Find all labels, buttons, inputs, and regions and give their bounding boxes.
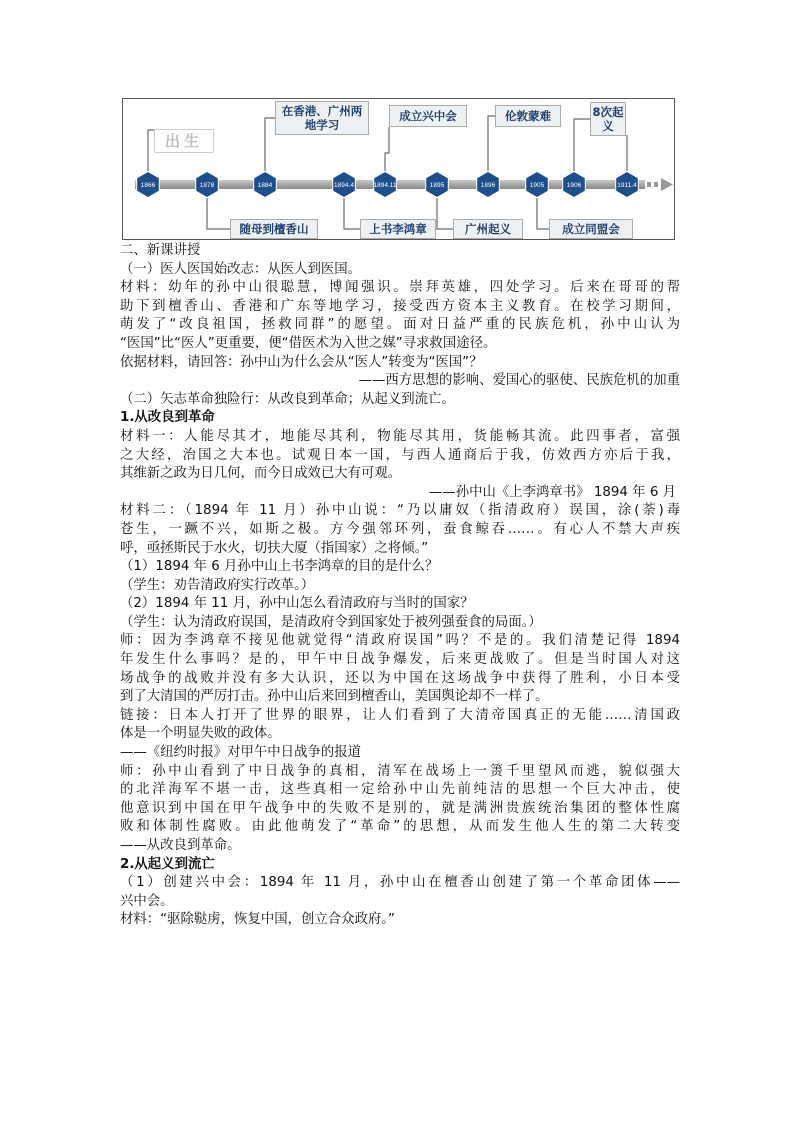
text-line: 师：孙中山看到了中日战争的真相，清军在战场上一箦千里望风而逃，貌似强大 bbox=[120, 763, 680, 779]
text-line: 兴中会。 bbox=[120, 893, 174, 909]
text-line: （学生：劝告清政府实行改革。） bbox=[120, 577, 315, 593]
timeline-year: 1895 bbox=[429, 182, 445, 189]
text-line: 材料：幼年的孙中山很聪慧，博闻强识。崇拜英雄，四处学习。后来在哥哥的帮 bbox=[120, 280, 680, 296]
text-line: 败和体制性腐败。由此他萌发了“革命”的思想，从而发生他人生的第二大转变 bbox=[120, 819, 680, 835]
timeline-year: 1866 bbox=[140, 182, 156, 189]
timeline-dash bbox=[647, 182, 651, 187]
timeline-connector bbox=[385, 127, 389, 171]
text-line: 之大经，治国之大本也。试观日本一国，与西人通商后于我，仿效西方亦后于我， bbox=[120, 447, 680, 463]
text-line: 链接：日本人打开了世界的眼界，让人们看到了大清帝国真正的无能……清国政 bbox=[120, 707, 680, 723]
label-born: 出生 bbox=[154, 129, 214, 153]
timeline-year: 1905 bbox=[529, 182, 545, 189]
label-xingzhonghui: 成立兴中会 bbox=[389, 105, 467, 127]
text-line: 呼，亟拯斯民于水火，切扶大厦（指国家）之将倾。” bbox=[120, 540, 429, 556]
timeline-arrow-icon bbox=[661, 178, 673, 191]
text-line: 其维新之政为日几何，而今日成效已大有可观。 bbox=[120, 466, 402, 482]
text-line: （1）1894 年 6 月孙中山上书李鸿章的目的是什么？ bbox=[120, 559, 439, 575]
text-line: 他意识到中国在甲午战争中的失败不是别的，就是满洲贵族统治集团的整体性腐 bbox=[120, 800, 680, 816]
text-line: 萌发了“改良祖国，拯救同群”的愿望。面对日益严重的民族危机，孙中山认为 bbox=[120, 317, 680, 333]
text-line: 助下到檀香山、香港和广东等地学习，接受西方资本主义教育。在校学习期间， bbox=[120, 298, 680, 314]
text-line: 的北洋海军不堪一击，这些真相一定给孙中山先前纯洁的思想一个巨大冲击，使 bbox=[120, 782, 680, 798]
text-line: 年发生什么事吗？是的，甲午中日战争爆发，后来更战败了。但是当时国人对这 bbox=[120, 652, 680, 668]
text-line: 体是一个明显失败的政体。 bbox=[120, 726, 281, 742]
text-line: 1.从改良到革命 bbox=[120, 410, 215, 426]
lesson-text bbox=[120, 242, 680, 930]
text-line: ——孙中山《上李鸿章书》 1894 年 6 月 bbox=[428, 484, 676, 500]
label-london: 伦敦蒙难 bbox=[495, 105, 561, 127]
text-line: 材料：“驱除鞑虏，恢复中国，创立合众政府。” bbox=[120, 912, 395, 928]
text-line: 材料一：人能尽其才，地能尽其利，物能尽其用，货能畅其流。此四事者，富强 bbox=[120, 428, 680, 444]
timeline-connector bbox=[537, 198, 549, 229]
text-line: （学生：认为清政府误国，是清政府令到国家处于被列强蚕食的局面。） bbox=[120, 614, 542, 630]
text-line: （2）1894 年 11 月，孙中山怎么看清政府与当时的国家？ bbox=[120, 596, 474, 612]
timeline-dash bbox=[654, 182, 658, 187]
text-line: 苍生，一蹶不兴，如斯之极。方今强邻环列，蚕食鲸吞……。有心人不禁大声疾 bbox=[120, 521, 680, 537]
text-line: “医国”比“医人”更重要，便“借医术为入世之媒”寻求救国途径。 bbox=[120, 335, 497, 351]
timeline-year: 1884 bbox=[257, 182, 273, 189]
text-line: 到了大清国的严厉打击。孙中山后来回到檀香山，美国舆论却不一样了。 bbox=[120, 689, 549, 705]
timeline-connector bbox=[574, 119, 590, 171]
label-li-hongzhang: 上书李鸿章 bbox=[360, 219, 436, 239]
label-study: 在香港、广州两地学习 bbox=[275, 101, 369, 135]
text-line: 材料二：（1894 年 11 月）孙中山说：“乃以庸奴（指清政府）误国，涂(荼)毒 bbox=[120, 503, 680, 519]
label-uprisings: 8次起义 bbox=[590, 102, 626, 136]
timeline-connector bbox=[265, 118, 275, 171]
text-line: ——西方思想的影响、爱国心的驱使、民族危机的加重 bbox=[358, 373, 680, 389]
text-line: （一）医人医国始改志：从医人到医国。 bbox=[120, 261, 362, 277]
timeline-connector bbox=[207, 198, 230, 229]
timeline-year: 1894.4 bbox=[334, 182, 354, 189]
timeline-year: 1906 bbox=[566, 182, 582, 189]
label-guangzhou: 广州起义 bbox=[453, 219, 523, 239]
sun-yatsen-timeline bbox=[122, 98, 675, 240]
timeline-year: 1878 bbox=[199, 182, 215, 189]
label-tanxiangshan: 随母到檀香山 bbox=[230, 219, 318, 239]
text-line: （1）创建兴中会：1894 年 11 月，孙中山在檀香山创建了第一个革命团体—— bbox=[120, 875, 680, 891]
timeline-year: 1911.4 bbox=[617, 182, 637, 189]
text-line: 场战争的战败并没有多大认识，还以为中国在这场战争中获得了胜利，小日本受 bbox=[120, 670, 680, 686]
timeline-connector bbox=[437, 198, 453, 229]
label-tongmenghui: 成立同盟会 bbox=[549, 219, 633, 239]
timeline-year: 1894.11 bbox=[373, 182, 397, 189]
text-line: 师：因为李鸿章不接见他就觉得“清政府误国”吗？不是的。我们清楚记得 1894 bbox=[120, 633, 680, 649]
timeline-connector bbox=[344, 198, 360, 229]
text-line: ——从改良到革命。 bbox=[120, 838, 241, 853]
text-line: 2.从起义到流亡 bbox=[120, 856, 215, 872]
text-line: （二）矢志革命独险行：从改良到革命；从起义到流亡。 bbox=[120, 391, 455, 407]
text-line: 二、新课讲授 bbox=[120, 243, 201, 258]
timeline-nodes bbox=[137, 172, 639, 198]
text-line: ——《纽约时报》对甲午中日战争的报道 bbox=[120, 745, 362, 761]
timeline-connector bbox=[488, 116, 495, 171]
timeline-year: 1896 bbox=[480, 182, 496, 189]
text-line: 依据材料，请回答：孙中山为什么会从“医人”转变为“医国”？ bbox=[120, 354, 483, 370]
